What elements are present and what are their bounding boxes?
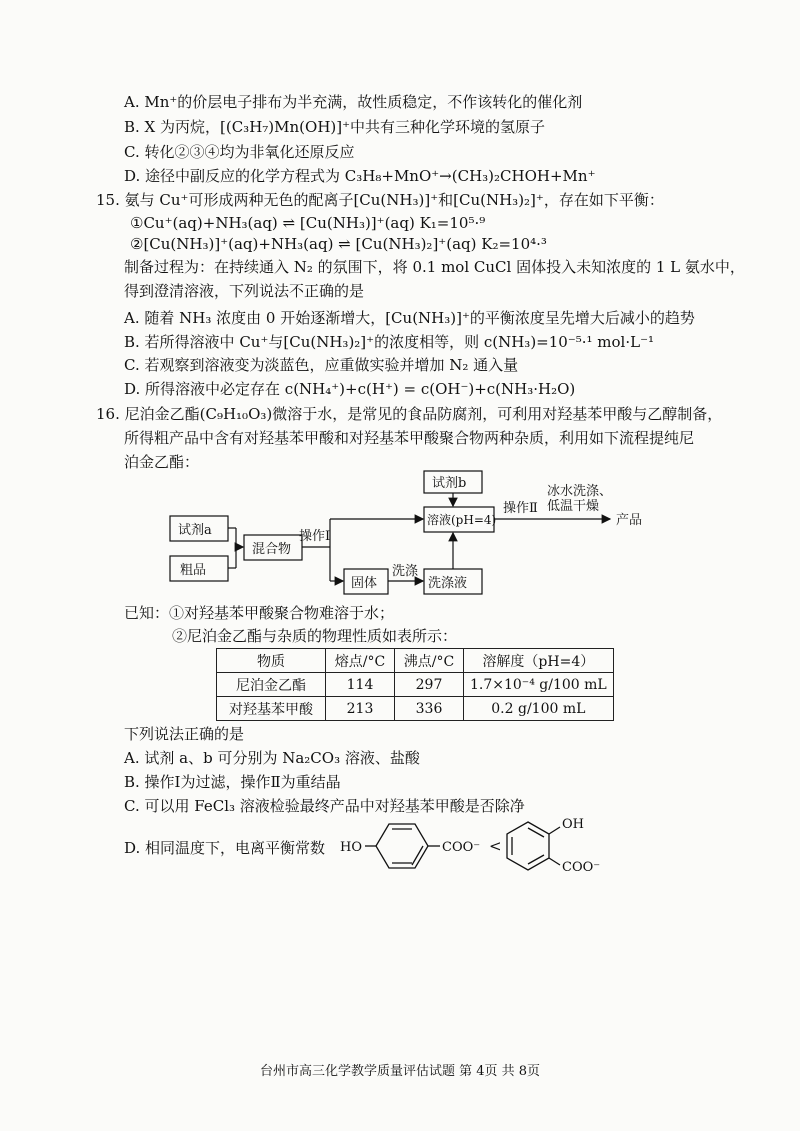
- q16-stem-line-3: 泊金乙酯：: [124, 453, 200, 471]
- benzene-ring-2: [507, 822, 549, 870]
- wash-dry-label-1: 冰水洗涤、: [547, 484, 613, 499]
- q16-option-b: B. 操作Ⅰ为过滤，操作Ⅱ为重结晶: [124, 773, 341, 791]
- ortho-hydroxy-label: OH: [562, 817, 584, 832]
- table-header: 物质: [217, 649, 326, 673]
- wash-dry-label-2: 低温干燥: [547, 499, 600, 514]
- table-cell: 297: [395, 673, 464, 697]
- q14-option-b: B. X 为丙烷，[(C₃H₇)Mn(OH)]⁺中共有三种化学环境的氢原子: [124, 118, 546, 136]
- hydroxy-label: HO: [340, 840, 362, 855]
- wash-step-label: 洗涤: [392, 564, 419, 579]
- table-cell: 尼泊金乙酯: [217, 673, 326, 697]
- q15-option-a: A. 随着 NH₃ 浓度由 0 开始逐渐增大，[Cu(NH₃)]⁺的平衡浓度呈先增大后减小的趋势: [124, 309, 695, 327]
- q16-option-d: D. 相同温度下，电离平衡常数: [124, 839, 326, 857]
- q15-prep-line-1: 制备过程为：在持续通入 N₂ 的氛围下，将 0.1 mol CuCl 固体投入未知浓度的 1 L 氨水中，: [124, 258, 745, 276]
- table-cell: 0.2 g/100 mL: [464, 697, 614, 721]
- crude-label: 粗品: [180, 563, 207, 578]
- q14-option-c: C. 转化②③④均为非氧化还原反应: [124, 143, 355, 161]
- q14-option-a: A. Mn⁺的价层电子排布为半充满，故性质稳定，不作该转化的催化剂: [124, 93, 583, 111]
- q15-option-b: B. 若所得溶液中 Cu⁺与[Cu(NH₃)₂]⁺的浓度相等，则 c(NH₃)=10⁻⁵·¹ mol·L⁻¹: [124, 333, 655, 351]
- operation-1-label: 操作Ⅰ: [299, 529, 331, 544]
- table-cell: 336: [395, 697, 464, 721]
- known-2: ②尼泊金乙酯与杂质的物理性质如表所示：: [172, 627, 458, 645]
- solution-label: 溶液(pH=4): [427, 513, 497, 527]
- page-footer: 台州市高三化学教学质量评估试题 第 4页 共 8页: [259, 1064, 541, 1079]
- table-cell: 213: [326, 697, 395, 721]
- table-header: 沸点/°C: [395, 649, 464, 673]
- q15-prep-line-2: 得到澄清溶液，下列说法不正确的是: [124, 282, 365, 300]
- q15-option-d: D. 所得溶液中必定存在 c(NH₄⁺)+c(H⁺) = c(OH⁻)+c(NH₃·H₂O): [124, 380, 576, 398]
- table-header: 溶解度（pH=4）: [464, 649, 614, 673]
- q16-question: 下列说法正确的是: [124, 725, 245, 743]
- carboxylate-label-1: COO⁻: [442, 840, 481, 855]
- product-label: 产品: [616, 513, 643, 528]
- q15-equation-1: ①Cu⁺(aq)+NH₃(aq) ⇌ [Cu(NH₃)]⁺(aq) K₁=10⁵·⁹: [130, 214, 486, 232]
- q14-option-d: D. 途径中副反应的化学方程式为 C₃H₈+MnO⁺→(CH₃)₂CHOH+Mn⁺: [124, 167, 596, 185]
- less-than-sign: <: [489, 837, 502, 855]
- mixture-label: 混合物: [252, 542, 292, 557]
- table-header: 熔点/°C: [326, 649, 395, 673]
- carboxylate-label-2: COO⁻: [562, 860, 601, 875]
- washing-liquid-label: 洗涤液: [428, 576, 468, 591]
- operation-2-label: 操作Ⅱ: [503, 501, 538, 516]
- table-cell: 对羟基苯甲酸: [217, 697, 326, 721]
- q15-option-c: C. 若观察到溶液变为淡蓝色，应重做实验并增加 N₂ 通入量: [124, 356, 519, 374]
- q16-option-a: A. 试剂 a、b 可分别为 Na₂CO₃ 溶液、盐酸: [124, 749, 420, 767]
- reagent-b-label: 试剂b: [432, 476, 467, 491]
- table-cell: 1.7×10⁻⁴ g/100 mL: [464, 673, 614, 697]
- solid-label: 固体: [351, 576, 378, 591]
- reagent-a-label: 试剂a: [178, 523, 212, 538]
- table-cell: 114: [326, 673, 395, 697]
- known-1: 已知：①对羟基苯甲酸聚合物难溶于水；: [124, 604, 395, 622]
- q15-stem: 15. 氨与 Cu⁺可形成两种无色的配离子[Cu(NH₃)]⁺和[Cu(NH₃)₂]⁺，存在如下平衡：: [96, 191, 664, 209]
- q15-equation-2: ②[Cu(NH₃)]⁺(aq)+NH₃(aq) ⇌ [Cu(NH₃)₂]⁺(aq) K₂=10⁴·³: [130, 235, 547, 253]
- q16-stem-line-2: 所得粗产品中含有对羟基苯甲酸和对羟基苯甲酸聚合物两种杂质，利用如下流程提纯尼: [124, 429, 695, 447]
- q16-option-c: C. 可以用 FeCl₃ 溶液检验最终产品中对羟基苯甲酸是否除净: [124, 797, 525, 815]
- q16-stem-line-1: 16. 尼泊金乙酯(C₉H₁₀O₃)微溶于水，是常见的食品防腐剂，可利用对羟基苯甲酸与乙醇制备，: [96, 405, 723, 423]
- benzene-ring-1: [376, 824, 428, 868]
